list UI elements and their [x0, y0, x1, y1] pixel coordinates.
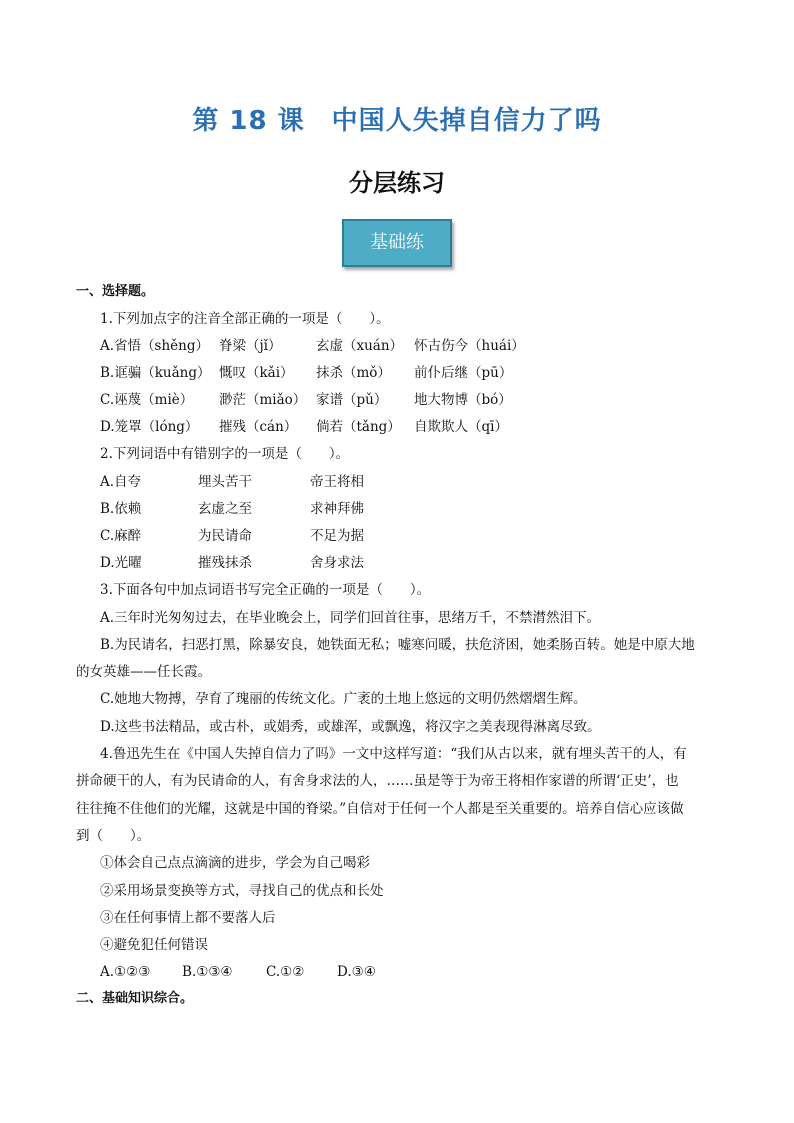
option-cell: C.诬蔑（miè） — [100, 392, 194, 408]
question-1-stem: 1.下列加点字的注音全部正确的一项是（ ）。 — [100, 311, 390, 327]
option-cell: 自欺欺人（qī） — [414, 419, 508, 435]
option-cell: D.笼罩（lóng） — [100, 419, 199, 435]
option-cell: A.自夸 — [100, 474, 142, 490]
question-4-stem: 4.鲁迅先生在《中国人失掉自信力了吗》一文中这样写道：“我们从古以来，就有埋头苦干的人，有 — [100, 746, 687, 762]
question-4-stem-line-2: 拼命硬干的人，有为民请命的人，有舍身求法的人，……虽是等于为帝王将相作家谱的所谓‘正史’，也 — [76, 773, 679, 789]
option-cell: B.依赖 — [100, 501, 142, 517]
question-4-item-1: ①体会自己点点滴滴的进步，学会为自己喝彩 — [100, 855, 370, 871]
question-3-option-d: D.这些书法精品，或古朴，或娟秀，或雄浑，或飘逸，将汉字之美表现得淋离尽致。 — [100, 719, 601, 735]
choice-c: C.①② — [266, 964, 305, 980]
option-cell: 倘若（tǎng） — [316, 419, 401, 435]
option-cell: 地大物博（bó） — [414, 392, 512, 408]
option-cell: 玄虚（xuán） — [316, 338, 404, 354]
page-subtitle: 分层练习 — [349, 168, 445, 197]
option-cell: 怀古伤今（huái） — [414, 338, 525, 354]
option-cell: 不足为据 — [310, 528, 364, 544]
question-4-stem-line-4: 到（ ）。 — [76, 828, 151, 844]
question-3-option-b: B.为民请名，扫恶打黑，除暴安良，她铁面无私；嘘寒问暖，扶危济困，她柔肠百转。她是中原大地 — [100, 637, 695, 653]
option-cell: 抹杀（mǒ） — [316, 365, 391, 381]
option-cell: 脊梁（jǐ） — [219, 338, 282, 354]
option-cell: A.省悟（shěng） — [100, 338, 209, 354]
option-cell: 摧残（cán） — [219, 419, 298, 435]
question-3-option-b-continued: 的女英雄——任长霞。 — [76, 664, 211, 680]
option-cell: 帝王将相 — [310, 474, 364, 490]
option-cell: 玄虚之至 — [198, 501, 252, 517]
option-cell: 摧残抹杀 — [198, 555, 252, 571]
question-3-option-c: C.她地大物搏，孕育了瑰丽的传统文化。广袤的土地上悠远的文明仍然熠熠生辉。 — [100, 691, 587, 707]
question-4-item-2: ②采用场景变换等方式，寻找自己的优点和长处 — [100, 883, 384, 899]
option-cell: 渺茫（miǎo） — [219, 392, 307, 408]
option-cell: 舍身求法 — [310, 555, 364, 571]
option-cell: 慨叹（kǎi） — [219, 365, 294, 381]
option-cell: 家谱（pǔ） — [316, 392, 388, 408]
page-title: 第 18 课 中国人失掉自信力了吗 — [192, 106, 602, 136]
question-4-stem-line-3: 往往掩不住他们的光耀，这就是中国的脊梁。”自信对于任何一个人都是至关重要的。培养自信心应该做 — [76, 801, 684, 817]
level-badge: 基础练 — [342, 219, 452, 267]
question-2-stem: 2.下列词语中有错别字的一项是（ ）。 — [100, 446, 350, 462]
choice-a: A.①②③ — [100, 964, 151, 980]
section-heading-choice: 一、选择题。 — [76, 284, 155, 299]
option-cell: B.诓骗（kuǎng） — [100, 365, 211, 381]
option-cell: C.麻醉 — [100, 528, 142, 544]
option-cell: D.光曜 — [100, 555, 142, 571]
question-4-item-3: ③在任何事情上都不要落人后 — [100, 910, 276, 926]
option-cell: 求神拜佛 — [310, 501, 364, 517]
question-3-stem: 3.下面各句中加点词语书写完全正确的一项是（ ）。 — [100, 582, 431, 598]
question-3-option-a: A.三年时光匆匆过去，在毕业晚会上，同学们回首往事，思绪万千，不禁潸然泪下。 — [100, 610, 601, 626]
choice-d: D.③④ — [337, 964, 376, 980]
section-heading-basics: 二、基础知识综合。 — [76, 991, 194, 1006]
option-cell: 为民请命 — [198, 528, 252, 544]
option-cell: 埋头苦干 — [198, 474, 252, 490]
question-4-item-4: ④避免犯任何错误 — [100, 937, 208, 953]
choice-b: B.①③④ — [182, 964, 233, 980]
option-cell: 前仆后继（pū） — [414, 365, 513, 381]
